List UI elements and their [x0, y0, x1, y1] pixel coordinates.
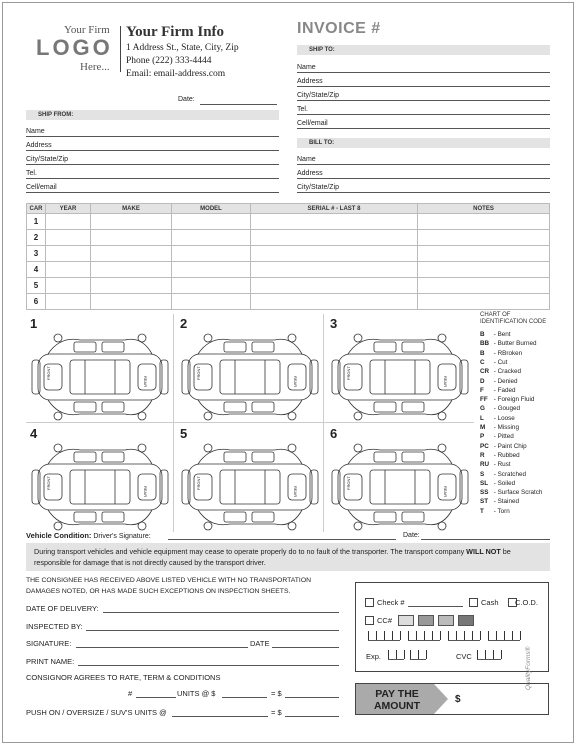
- code-desc: - Torn: [493, 507, 510, 515]
- table-row: [27, 246, 550, 262]
- exp-month-digit-tick: [404, 650, 405, 659]
- code-entry: [480, 471, 526, 478]
- consignee-line-1: THE CONSIGNEE HAS RECEIVED ABOVE LISTED VEHICLE WITH NO TRANSPORTATION: [26, 577, 312, 584]
- vehicle-condition-label: Vehicle Condition:: [26, 531, 92, 540]
- code-entry: [480, 331, 511, 338]
- vehicle-condition: [26, 531, 151, 540]
- code-entry: [480, 433, 514, 440]
- cell-make[interactable]: [91, 294, 172, 310]
- pay-dollar-sign: $: [455, 694, 461, 705]
- code-entry: [480, 378, 518, 385]
- cell-notes[interactable]: [418, 214, 550, 230]
- diagram-divider: [173, 314, 174, 532]
- col-car: CAR: [27, 204, 46, 214]
- ship-to-header: SHIP TO:: [297, 45, 550, 55]
- signature-date-field[interactable]: [272, 647, 339, 648]
- driver-signature-field[interactable]: [168, 539, 396, 540]
- cell-model[interactable]: [172, 294, 251, 310]
- col-notes: NOTES: [418, 204, 550, 214]
- vehicle-diagram-1[interactable]: [26, 314, 174, 426]
- cell-year[interactable]: [46, 246, 91, 262]
- code-abbr: B: [480, 349, 485, 357]
- row-number: 2: [27, 230, 46, 246]
- cod-label: C.O.D.: [515, 598, 538, 607]
- code-entry: [480, 387, 515, 394]
- cvc-digit-tick: [501, 650, 502, 659]
- notice-text: During transport vehicles and vehicle equipment may cease to operate properly do to no fault of the transporter. The transport company: [34, 547, 465, 556]
- pay-line-2: AMOUNT: [373, 700, 421, 712]
- mastercard-icon: [398, 615, 414, 626]
- inspected-by-field[interactable]: [86, 630, 339, 631]
- code-abbr: R: [480, 451, 485, 459]
- bill-to-field-0[interactable]: [297, 164, 550, 165]
- cc-group-3-digit-tick: [472, 631, 473, 640]
- date-field[interactable]: [200, 104, 277, 105]
- cash-label: Cash: [481, 598, 499, 607]
- print-name-label: PRINT NAME:: [26, 657, 75, 666]
- driver-signature-label: Driver's Signature:: [93, 533, 151, 540]
- code-entry: [480, 396, 534, 403]
- code-desc: - Faded: [493, 386, 516, 394]
- exp-month-digit-tick: [396, 650, 397, 659]
- push-eq-label: = $: [271, 708, 282, 717]
- cell-year[interactable]: [46, 294, 91, 310]
- code-entry: [480, 498, 519, 505]
- ship-from-label-2: City/State/Zip: [26, 156, 69, 163]
- code-abbr: P: [480, 433, 485, 441]
- cc-group-1-digit-tick: [368, 631, 369, 640]
- code-desc: - Foreign Fluid: [493, 396, 535, 404]
- chart-title: CHART OF IDENTIFICATION CODE: [480, 312, 547, 325]
- car-outline-icon: [330, 332, 470, 427]
- ship-from-field-1[interactable]: [26, 150, 279, 151]
- bill-to-label-0: Name: [297, 156, 316, 163]
- table-row: [27, 214, 550, 230]
- code-desc: - Rubbed: [493, 451, 520, 459]
- cc-group-2-digit-tick: [432, 631, 433, 640]
- code-desc: - Rust: [493, 461, 511, 469]
- rear-label: REAR: [443, 486, 448, 498]
- cell-make[interactable]: [91, 278, 172, 294]
- cell-year[interactable]: [46, 262, 91, 278]
- cell-year[interactable]: [46, 214, 91, 230]
- firm-address: 1 Address St., State, City, Zip: [126, 43, 239, 53]
- ship-to-label-0: Name: [297, 64, 316, 71]
- code-abbr: B: [480, 331, 485, 338]
- ship-from-label-0: Name: [26, 128, 45, 135]
- ship-from-label-4: Cell/email: [26, 184, 57, 191]
- check-number-field[interactable]: [408, 606, 463, 607]
- invoice-title: INVOICE #: [297, 20, 381, 37]
- front-label: FRONT: [46, 476, 51, 490]
- units-hash-label: #: [128, 689, 133, 698]
- logo-divider: [120, 26, 121, 72]
- units-eq-label: = $: [271, 689, 282, 698]
- units-rate-field[interactable]: [222, 697, 267, 698]
- diagram-number: 6: [330, 426, 338, 441]
- ship-to-field-1[interactable]: [297, 86, 550, 87]
- diagram-number: 5: [180, 426, 188, 441]
- ship-to-field-2[interactable]: [297, 100, 550, 101]
- code-entry: [480, 424, 519, 431]
- transport-notice: [26, 543, 550, 571]
- firm-email: Email: email-address.com: [126, 69, 226, 79]
- code-abbr: F: [480, 386, 484, 394]
- ship-to-label-2: City/State/Zip: [297, 92, 340, 99]
- code-entry: [480, 480, 515, 487]
- ship-from-label-3: Tel.: [26, 170, 37, 177]
- cc-group-1-field[interactable]: [368, 640, 400, 641]
- code-entry: [480, 452, 520, 459]
- ship-from-field-3[interactable]: [26, 178, 279, 179]
- ship-from-header: SHIP FROM:: [26, 110, 279, 120]
- firm-info: [126, 24, 239, 81]
- cc-group-1-digit-tick: [384, 631, 385, 640]
- col-serial: SERIAL # - LAST 8: [251, 204, 418, 214]
- ship-from-label-1: Address: [26, 142, 52, 149]
- logo-top-text: Your Firm: [64, 24, 110, 36]
- signature-date-label: DATE: [250, 639, 270, 648]
- cell-serial[interactable]: [251, 278, 418, 294]
- bill-to-label-1: Address: [297, 170, 323, 177]
- rear-label: REAR: [293, 486, 298, 498]
- cc-group-2-field[interactable]: [408, 640, 440, 641]
- car-outline-icon: [30, 332, 170, 427]
- push-rate-field[interactable]: [172, 716, 268, 717]
- cell-serial[interactable]: [251, 230, 418, 246]
- code-abbr: D: [480, 377, 485, 385]
- cc-group-1-digit-tick: [400, 631, 401, 640]
- cc-group-4-digit-tick: [520, 631, 521, 640]
- code-abbr: C: [480, 358, 485, 366]
- row-number: 5: [27, 278, 46, 294]
- ship-from-field-0[interactable]: [26, 136, 279, 137]
- bill-to-field-2[interactable]: [297, 192, 550, 193]
- col-make: MAKE: [91, 204, 172, 214]
- units-count-field[interactable]: [136, 697, 176, 698]
- date-of-delivery-label: DATE OF DELIVERY:: [26, 604, 99, 613]
- vehicle-table: [26, 203, 550, 310]
- col-year: YEAR: [46, 204, 91, 214]
- date-label: Date:: [178, 96, 195, 103]
- code-entry: [480, 415, 515, 422]
- diagram-divider: [26, 422, 474, 423]
- front-label: FRONT: [346, 366, 351, 380]
- code-desc: - Loose: [493, 414, 515, 422]
- cell-model[interactable]: [172, 230, 251, 246]
- cc-group-4-digit-tick: [504, 631, 505, 640]
- notice-text-2: be responsible for damage that is not directly caused by the transport driver.: [34, 547, 511, 567]
- ship-to-label-3: Tel.: [297, 106, 308, 113]
- cc-group-3-digit-tick: [464, 631, 465, 640]
- id-code-chart: [480, 312, 570, 326]
- diagram-number: 3: [330, 316, 338, 331]
- vehicle-diagram-4[interactable]: [26, 424, 174, 536]
- push-total-field[interactable]: [285, 716, 339, 717]
- front-label: FRONT: [196, 366, 201, 380]
- cc-group-4-digit-tick: [512, 631, 513, 640]
- table-row: [27, 294, 550, 310]
- check-checkbox[interactable]: [365, 598, 374, 607]
- bill-to-header: BILL TO:: [297, 138, 550, 148]
- discover-icon: [458, 615, 474, 626]
- car-outline-icon: [330, 442, 470, 537]
- ship-to-label-1: Address: [297, 78, 323, 85]
- pay-line-1: PAY THE: [375, 688, 419, 700]
- row-number: 4: [27, 262, 46, 278]
- logo-bottom-text: Here...: [80, 61, 110, 73]
- code-entry: [480, 508, 510, 515]
- consignor-agrees-label: CONSIGNOR AGREES TO RATE, TERM & CONDITIONS: [26, 673, 221, 682]
- firm-name: Your Firm Info: [126, 24, 225, 40]
- cell-notes[interactable]: [418, 262, 550, 278]
- cc-group-4-digit-tick: [488, 631, 489, 640]
- ship-to-label-4: Cell/email: [297, 120, 328, 127]
- code-abbr: FF: [480, 396, 488, 404]
- check-label: Check #: [377, 598, 405, 607]
- code-abbr: ST: [480, 498, 489, 506]
- diagram-number: 1: [30, 316, 38, 331]
- cell-model[interactable]: [172, 262, 251, 278]
- code-desc: - Cracked: [493, 368, 522, 376]
- cell-make[interactable]: [91, 262, 172, 278]
- exp-year-digit-tick: [426, 650, 427, 659]
- cell-notes[interactable]: [418, 278, 550, 294]
- date-of-delivery-field[interactable]: [103, 612, 339, 613]
- cc-group-4-digit-tick: [496, 631, 497, 640]
- cell-serial[interactable]: [251, 246, 418, 262]
- ship-to-field-3[interactable]: [297, 114, 550, 115]
- vehicle-diagram-2[interactable]: [176, 314, 324, 426]
- car-outline-icon: [180, 332, 320, 427]
- bill-to-field-1[interactable]: [297, 178, 550, 179]
- code-abbr: RU: [480, 461, 490, 469]
- vc-date-field[interactable]: [421, 539, 550, 540]
- code-desc: - RBroken: [493, 349, 523, 357]
- vehicle-diagram-6[interactable]: [326, 424, 474, 536]
- ship-from-field-4[interactable]: [26, 192, 279, 193]
- car-outline-icon: [180, 442, 320, 537]
- cell-model[interactable]: [172, 246, 251, 262]
- cc-group-4-field[interactable]: [488, 640, 520, 641]
- cell-model[interactable]: [172, 278, 251, 294]
- exp-label: Exp.: [366, 652, 382, 661]
- cell-serial[interactable]: [251, 214, 418, 230]
- front-label: FRONT: [346, 476, 351, 490]
- rear-label: REAR: [443, 376, 448, 388]
- exp-year-digit-tick: [410, 650, 411, 659]
- table-row: [27, 230, 550, 246]
- ship-to-field-0[interactable]: [297, 72, 550, 73]
- table-row: [27, 262, 550, 278]
- notice-bold: WILL NOT: [466, 547, 501, 556]
- code-abbr: M: [480, 424, 486, 431]
- amex-icon: [438, 615, 454, 626]
- cc-label: CC#: [377, 616, 393, 625]
- code-abbr: PC: [480, 442, 489, 450]
- cell-year[interactable]: [46, 278, 91, 294]
- push-on-label: PUSH ON / OVERSIZE / SUV'S UNITS @: [26, 708, 167, 717]
- cell-serial[interactable]: [251, 294, 418, 310]
- cc-group-2-digit-tick: [416, 631, 417, 640]
- diagram-number: 2: [180, 316, 188, 331]
- code-abbr: L: [480, 414, 484, 422]
- cell-model[interactable]: [172, 214, 251, 230]
- cash-checkbox[interactable]: [469, 598, 478, 607]
- front-label: FRONT: [196, 476, 201, 490]
- payment-box: [355, 582, 549, 672]
- code-desc: - Denied: [493, 377, 518, 385]
- cc-group-3-digit-tick: [456, 631, 457, 640]
- exp-month-digit-tick: [388, 650, 389, 659]
- cc-checkbox[interactable]: [365, 616, 374, 625]
- cc-group-3-digit-tick: [480, 631, 481, 640]
- code-desc: - Cut: [493, 358, 508, 366]
- exp-year-digit-tick: [418, 650, 419, 659]
- cell-make[interactable]: [91, 214, 172, 230]
- print-name-field[interactable]: [78, 665, 339, 666]
- ship-to-field-4[interactable]: [297, 128, 550, 129]
- ship-from-field-2[interactable]: [26, 164, 279, 165]
- signature-label: SIGNATURE:: [26, 639, 72, 648]
- code-entry: [480, 461, 511, 468]
- bill-to-label-2: City/State/Zip: [297, 184, 340, 191]
- brand-text: QualityForms®: [525, 646, 532, 690]
- diagram-divider: [323, 314, 324, 532]
- code-desc: - Bent: [493, 331, 511, 338]
- code-entry: [480, 405, 520, 412]
- vehicle-diagram-3[interactable]: [326, 314, 474, 426]
- cvc-digit-tick: [493, 650, 494, 659]
- code-desc: - Paint Chip: [493, 442, 527, 450]
- units-at-label: UNITS @ $: [177, 689, 216, 698]
- code-entry: [480, 443, 527, 450]
- code-abbr: SL: [480, 479, 489, 487]
- visa-icon: [418, 615, 434, 626]
- code-desc: - Stained: [493, 498, 519, 506]
- code-entry: [480, 350, 522, 357]
- cvc-label: CVC: [456, 652, 472, 661]
- vc-date-label: Date:: [403, 532, 420, 539]
- car-outline-icon: [30, 442, 170, 537]
- cvc-digit-tick: [477, 650, 478, 659]
- code-desc: - Soiled: [493, 479, 516, 487]
- row-number: 1: [27, 214, 46, 230]
- code-abbr: CR: [480, 368, 490, 376]
- cell-notes[interactable]: [418, 230, 550, 246]
- cc-group-3-field[interactable]: [448, 640, 480, 641]
- cell-notes[interactable]: [418, 294, 550, 310]
- vehicle-diagram-5[interactable]: [176, 424, 324, 536]
- cc-group-2-digit-tick: [408, 631, 409, 640]
- exp-year-field[interactable]: [410, 659, 426, 660]
- cc-group-3-digit-tick: [448, 631, 449, 640]
- code-abbr: T: [480, 507, 484, 515]
- code-desc: - Scratched: [493, 470, 526, 478]
- code-entry: [480, 489, 542, 496]
- units-total-field[interactable]: [285, 697, 339, 698]
- diagram-number: 4: [30, 426, 38, 441]
- table-row: [27, 278, 550, 294]
- cc-group-1-digit-tick: [392, 631, 393, 640]
- firm-phone: Phone (222) 333-4444: [126, 56, 212, 66]
- cell-make[interactable]: [91, 230, 172, 246]
- code-abbr: G: [480, 405, 485, 413]
- code-desc: - Missing: [493, 424, 519, 431]
- exp-month-field[interactable]: [388, 659, 404, 660]
- code-desc: - Pitted: [493, 433, 514, 441]
- logo-mark: LOGO: [36, 35, 113, 60]
- cell-year[interactable]: [46, 230, 91, 246]
- code-abbr: BB: [480, 340, 490, 348]
- rear-label: REAR: [293, 376, 298, 388]
- cell-notes[interactable]: [418, 246, 550, 262]
- cc-group-2-digit-tick: [424, 631, 425, 640]
- table-header-row: [27, 204, 550, 214]
- code-entry: [480, 340, 536, 347]
- col-model: MODEL: [172, 204, 251, 214]
- code-desc: - Gouged: [493, 405, 521, 413]
- row-number: 3: [27, 246, 46, 262]
- cc-group-1-digit-tick: [376, 631, 377, 640]
- consignee-line-2: DAMAGES NOTED, OR HAS MADE SUCH EXCEPTIONS ON INSPECTION SHEETS.: [26, 588, 291, 595]
- rear-label: REAR: [143, 486, 148, 498]
- code-entry: [480, 368, 521, 375]
- cell-serial[interactable]: [251, 262, 418, 278]
- inspected-by-label: INSPECTED BY:: [26, 622, 83, 631]
- code-desc: - Butter Burned: [493, 340, 537, 348]
- code-abbr: SS: [480, 489, 489, 497]
- pay-the-amount-label: [372, 688, 422, 712]
- signature-field[interactable]: [76, 647, 248, 648]
- cvc-field[interactable]: [477, 659, 501, 660]
- cc-group-2-digit-tick: [440, 631, 441, 640]
- cvc-digit-tick: [485, 650, 486, 659]
- cell-make[interactable]: [91, 246, 172, 262]
- rear-label: REAR: [143, 376, 148, 388]
- row-number: 6: [27, 294, 46, 310]
- front-label: FRONT: [46, 366, 51, 380]
- code-desc: - Surface Scratch: [493, 489, 543, 497]
- code-entry: [480, 359, 507, 366]
- code-abbr: S: [480, 470, 485, 478]
